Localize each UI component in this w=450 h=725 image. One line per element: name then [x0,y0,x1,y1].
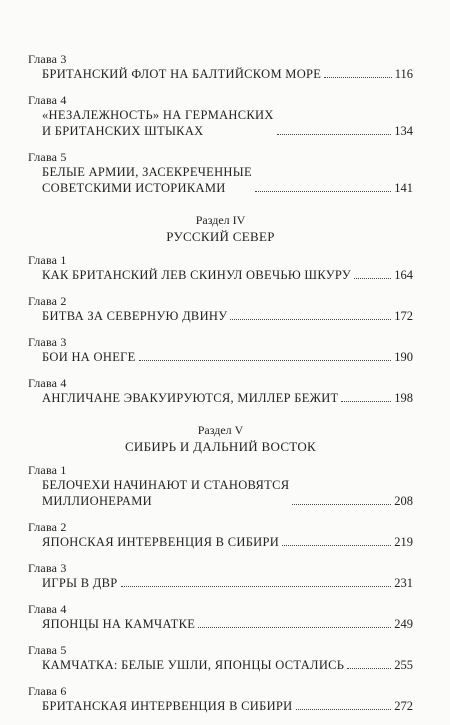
toc-entry [28,463,413,509]
section-title: РУССКИЙ СЕВЕР [166,229,275,244]
dot-leader [255,187,391,192]
toc-entry [28,643,413,673]
chapter-title-row [42,534,413,550]
chapter-title-row [42,308,413,324]
chapter-title [42,575,118,591]
chapter-title [42,267,351,283]
chapter-label: Глава 3 [28,561,67,575]
page-number: 190 [394,350,413,364]
dot-leader [292,500,391,505]
section-heading [28,422,413,455]
toc-entry [28,150,413,196]
toc-entry [28,602,413,632]
toc-entry [28,561,413,591]
chapter-label: Глава 4 [28,602,67,616]
chapter-title-line: ЯПОНСКАЯ ИНТЕРВЕНЦИЯ В СИБИРИ [42,535,280,549]
page-number: 255 [394,658,413,672]
chapter-label: Глава 2 [28,294,67,308]
chapter-title-row [42,66,413,82]
chapter-title-row [42,164,413,196]
page-number: 172 [394,309,413,323]
page-number: 116 [394,67,413,81]
chapter-title [42,349,136,365]
chapter-title [42,657,344,673]
chapter-title [42,477,289,509]
chapter-title-row [42,616,413,632]
page-number: 249 [394,617,413,631]
chapter-title [42,698,293,714]
chapter-title-row [42,477,413,509]
chapter-label: Глава 4 [28,376,67,390]
toc-entry [28,520,413,550]
dot-leader [121,582,392,587]
chapter-label: Глава 1 [28,463,67,477]
chapter-title-line: ЯПОНЦЫ НА КАМЧАТКЕ [42,617,196,631]
chapter-title-line: БРИТАНСКАЯ ИНТЕРВЕНЦИЯ В СИБИРИ [42,699,293,713]
toc-entry [28,294,413,324]
dot-leader [347,664,391,669]
chapter-title [42,534,279,550]
chapter-title-line: АНГЛИЧАНЕ ЭВАКУИРУЮТСЯ, МИЛЛЕР БЕЖИТ [42,391,339,405]
section-heading [28,212,413,245]
chapter-label: Глава 6 [28,684,67,698]
toc-entry [28,684,413,714]
chapter-title-line: БИТВА ЗА СЕВЕРНУЮ ДВИНУ [42,309,228,323]
section-label: Раздел V [197,423,244,437]
toc-entry [28,253,413,283]
chapter-title-line: БОИ НА ОНЕГЕ [42,350,136,364]
dot-leader [324,73,391,78]
section-label: Раздел IV [195,213,246,227]
chapter-title-row [42,575,413,591]
chapter-title [42,390,338,406]
dot-leader [341,397,391,402]
chapter-label: Глава 2 [28,520,67,534]
chapter-title [42,107,274,139]
chapter-title-row [42,698,413,714]
chapter-label: Глава 5 [28,150,67,164]
page-number: 208 [394,494,413,508]
chapter-label: Глава 3 [28,52,67,66]
section-title: СИБИРЬ И ДАЛЬНИЙ ВОСТОК [124,439,317,454]
chapter-label: Глава 5 [28,643,67,657]
chapter-title [42,164,252,196]
dot-leader [277,130,392,135]
page-number: 219 [394,535,413,549]
chapter-title-row [42,390,413,406]
dot-leader [296,705,392,710]
page-number: 134 [394,124,413,138]
dot-leader [198,623,391,628]
chapter-title [42,66,321,82]
chapter-title-row [42,349,413,365]
chapter-label: Глава 1 [28,253,67,267]
toc-entry [28,335,413,365]
page-number: 231 [394,576,413,590]
chapter-title-line: КАК БРИТАНСКИЙ ЛЕВ СКИНУЛ ОВЕЧЬЮ ШКУРУ [42,268,351,282]
chapter-title-line: БЕЛЫЕ АРМИИ, ЗАСЕКРЕЧЕННЫЕ [42,165,252,179]
chapter-title-line: «НЕЗАЛЕЖНОСТЬ» НА ГЕРМАНСКИХ [42,108,274,122]
chapter-title-line: КАМЧАТКА: БЕЛЫЕ УШЛИ, ЯПОНЦЫ ОСТАЛИСЬ [42,658,345,672]
toc-entry [28,376,413,406]
toc-entry [28,52,413,82]
page-number: 198 [394,391,413,405]
chapter-title-line: И БРИТАНСКИХ ШТЫКАХ [42,124,204,138]
chapter-label: Глава 4 [28,93,67,107]
chapter-title-line: БРИТАНСКИЙ ФЛОТ НА БАЛТИЙСКОМ МОРЕ [42,67,322,81]
table-of-contents [28,52,413,725]
chapter-title-row [42,657,413,673]
toc-entry [28,93,413,139]
page-number: 272 [394,699,413,713]
page-number: 164 [394,268,413,282]
chapter-title-line: СОВЕТСКИМИ ИСТОРИКАМИ [42,181,226,195]
chapter-title-line: ИГРЫ В ДВР [42,576,118,590]
chapter-title [42,308,227,324]
dot-leader [139,356,392,361]
chapter-label: Глава 3 [28,335,67,349]
chapter-title-line: МИЛЛИОНЕРАМИ [42,494,152,508]
chapter-title-row [42,107,413,139]
page-number: 141 [394,181,413,195]
dot-leader [282,541,391,546]
chapter-title [42,616,195,632]
chapter-title-line: БЕЛОЧЕХИ НАЧИНАЮТ И СТАНОВЯТСЯ [42,478,290,492]
dot-leader [354,274,391,279]
dot-leader [230,315,391,320]
chapter-title-row [42,267,413,283]
